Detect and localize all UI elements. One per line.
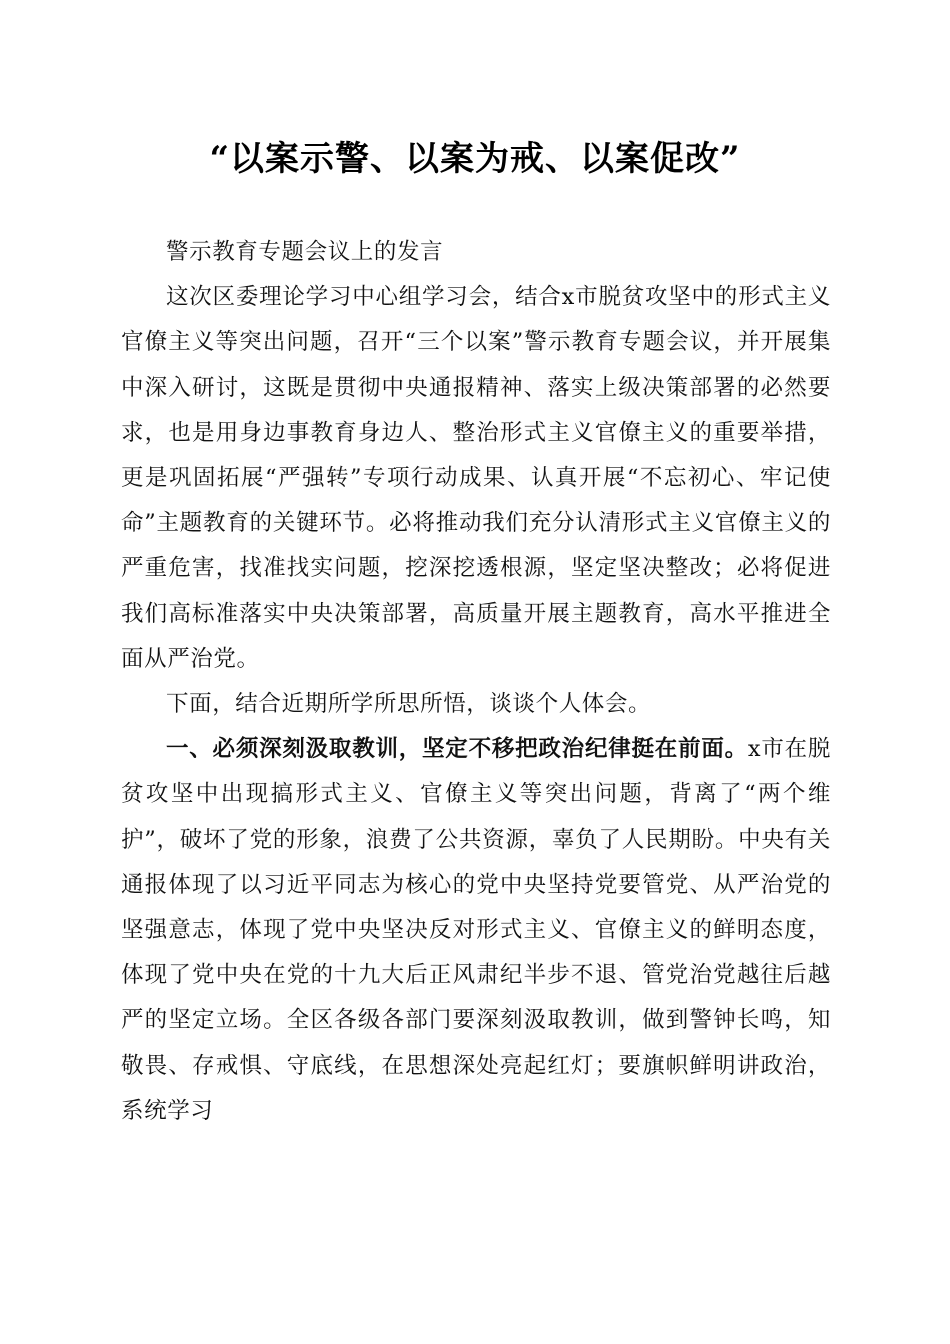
document-subtitle: 警示教育专题会议上的发言 (166, 239, 444, 265)
section-1-heading: 一、必须深刻汲取教训，坚定不移把政治纪律挺在前面。 (166, 736, 748, 763)
paragraph-transition: 下面，结合近期所学所思所悟，谈谈个人体会。 (166, 691, 652, 718)
section-1-text: x市在脱贫攻坚中出现搞形式主义、官僚主义等突出问题，背离了“两个维护”，破坏了党的形象，浪费了公共资源，辜负了人民期盼。中央有关通报体现了以习近平同志为核心的党中央坚持党要管党、从严治党的坚强意志，体现了党中央坚决反对形式主义、官僚主义的鲜明态度，体现了党中央在党的十九大后正风肃纪半步不退、管党治党越往后越严的坚定立场。全区各级各部门要深刻汲取教训，做到警钟长鸣，知敬畏、存戒惧、守底线，在思想深处亮起红灯；要旗帜鲜明讲政治，系统学习 (121, 736, 831, 1124)
paragraph-section-1 (121, 727, 831, 1134)
document-title: “以案示警、以案为戒、以案促改” (209, 139, 741, 179)
document-body (121, 230, 831, 1134)
paragraph-intro: 这次区委理论学习中心组学习会，结合x市脱贫攻坚中的形式主义官僚主义等突出问题，召开“三个以案”警示教育专题会议，并开展集中深入研讨，这既是贯彻中央通报精神、落实上级决策部署的必然要求，也是用身边事教育身边人、整治形式主义官僚主义的重要举措，更是巩固拓展“严强转”专项行动成果、认真开展“不忘初心、牢记使命”主题教育的关键环节。必将推动我们充分认清形式主义官僚主义的严重危害，找准找实问题，挖深挖透根源，坚定坚决整改；必将促进我们高标准落实中央决策部署，高质量开展主题教育，高水平推进全面从严治党。 (121, 284, 831, 672)
